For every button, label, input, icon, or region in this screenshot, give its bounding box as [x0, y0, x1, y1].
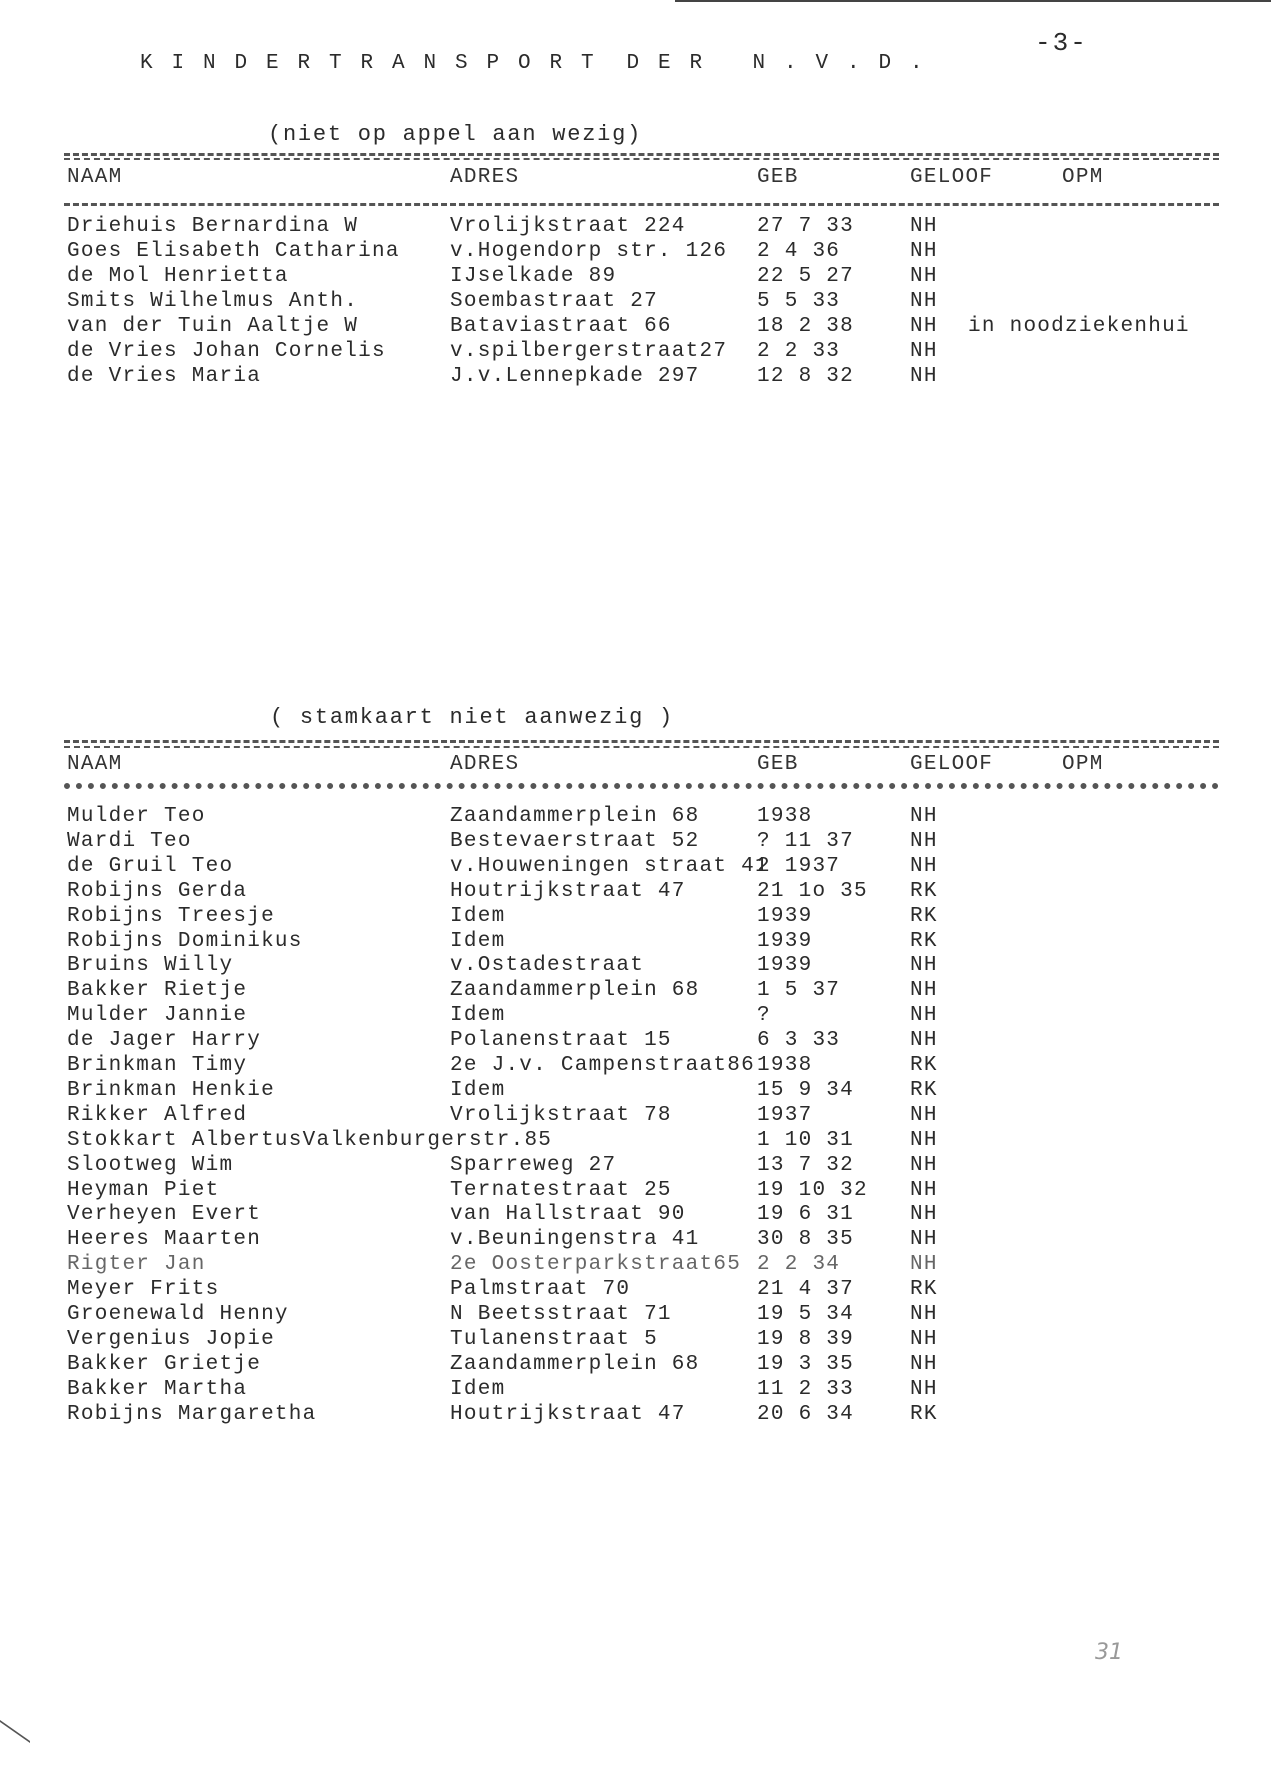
cell-adres: 2e Oosterparkstraat65	[450, 1253, 742, 1277]
cell-naam: Heeres Maarten	[67, 1228, 262, 1252]
cell-geloof: NH	[910, 265, 938, 288]
table-row-struck	[0, 1253, 1271, 1277]
cell-geb: 13 7 32	[757, 1153, 855, 1177]
table-row	[0, 290, 1271, 314]
table-row	[0, 1004, 1271, 1028]
cell-adres: Soembastraat 27	[450, 290, 658, 313]
cell-adres: Idem	[450, 1004, 506, 1028]
table-row	[0, 1029, 1271, 1053]
table-row	[0, 265, 1271, 289]
table-row	[0, 1179, 1271, 1203]
cell-geloof: NH	[910, 240, 938, 263]
table-row	[0, 855, 1271, 879]
table-row	[0, 1328, 1271, 1352]
header-opm: OPM	[1062, 753, 1104, 776]
cell-adres: v.spilbergerstraat27	[450, 340, 728, 363]
cell-geloof: NH	[910, 290, 938, 313]
cell-geloof: NH	[910, 1004, 938, 1028]
cell-adres: Idem	[450, 904, 506, 928]
table-row	[0, 1154, 1271, 1178]
document-title	[140, 52, 942, 75]
cell-geloof: NH	[910, 365, 938, 388]
cell-adres: Zaandammerplein 68	[450, 979, 700, 1003]
table-row	[0, 1403, 1271, 1427]
cell-naam: Stokkart AlbertusValkenburgerstr.85	[67, 1128, 553, 1152]
cell-naam: Brinkman Timy	[67, 1054, 248, 1077]
cell-geb: 2 4 36	[757, 240, 841, 263]
cell-naam: de Jager Harry	[67, 1029, 262, 1053]
cell-geb: 1 5 37	[757, 979, 841, 1003]
cell-naam: Heyman Piet	[67, 1178, 220, 1202]
header-naam: NAAM	[67, 753, 123, 776]
cell-geb: 1939	[757, 904, 813, 928]
table-row	[0, 1129, 1271, 1153]
table-row	[0, 340, 1271, 364]
cell-naam: Robijns Treesje	[67, 904, 275, 928]
header-adres: ADRES	[450, 166, 520, 189]
cell-adres: Idem	[450, 929, 506, 953]
table-row	[0, 365, 1271, 389]
cell-adres: Sparreweg 27	[450, 1153, 617, 1177]
cell-naam: de Vries Johan Cornelis	[67, 340, 386, 363]
cell-geb: 21 4 37	[757, 1278, 855, 1302]
cell-geb: 19 3 35	[757, 1352, 855, 1376]
cell-geb: 1938	[757, 1054, 813, 1077]
cell-naam: Slootweg Wim	[67, 1153, 234, 1177]
table-row	[0, 905, 1271, 929]
cell-geb: 30 8 35	[757, 1228, 855, 1252]
cell-adres: Zaandammerplein 68	[450, 805, 700, 828]
table-row	[0, 954, 1271, 978]
table-row	[0, 215, 1271, 239]
cell-geloof: NH	[910, 1352, 938, 1376]
cell-adres: Idem	[450, 1377, 506, 1401]
cell-naam: Robijns Dominikus	[67, 929, 303, 953]
section2-title: ( stamkaart niet aanwezig )	[270, 705, 674, 730]
cell-geloof: NH	[910, 1128, 938, 1152]
cell-geb: 2 1937	[757, 854, 841, 878]
cell-geb: 1938	[757, 805, 813, 828]
header-geb: GEB	[757, 166, 799, 189]
section1-header-rule	[64, 203, 1219, 206]
cell-geb: 1 10 31	[757, 1128, 855, 1152]
section1-header-row	[0, 166, 1271, 190]
cell-adres: 2e J.v. Campenstraat86	[450, 1054, 755, 1077]
header-adres: ADRES	[450, 753, 520, 776]
cell-geloof: NH	[910, 340, 938, 363]
cell-geb: 6 3 33	[757, 1029, 841, 1053]
cell-adres: v.Hogendorp str. 126	[450, 240, 728, 263]
cell-naam: Mulder Jannie	[67, 1004, 248, 1028]
cell-adres: Houtrijkstraat 47	[450, 1402, 686, 1426]
cell-geloof: NH	[910, 854, 938, 878]
cell-geb: 11 2 33	[757, 1377, 855, 1401]
cell-adres: Bestevaerstraat 52	[450, 829, 700, 853]
cell-geloof: RK	[910, 904, 938, 928]
cell-geb: 19 5 34	[757, 1303, 855, 1326]
cell-naam: Rigter Jan	[67, 1253, 206, 1277]
table-row	[0, 1378, 1271, 1402]
cell-geb: 19 10 32	[757, 1178, 868, 1202]
cell-geloof: NH	[910, 1253, 938, 1277]
table-row	[0, 1303, 1271, 1327]
margin-note: 31	[1095, 1640, 1123, 1665]
section1-title: (niet op appel aan wezig)	[268, 122, 643, 147]
cell-geloof: NH	[910, 215, 938, 238]
cell-naam: Goes Elisabeth Catharina	[67, 240, 400, 263]
table-row	[0, 979, 1271, 1003]
cell-adres: Palmstraat 70	[450, 1278, 631, 1302]
table-row	[0, 1353, 1271, 1377]
cell-geloof: RK	[910, 879, 938, 903]
cell-geb: 1939	[757, 929, 813, 953]
cell-geloof: NH	[910, 315, 938, 338]
table-row	[0, 1278, 1271, 1302]
title-part-1: KINDERTRANSPORT	[140, 52, 613, 75]
table-row	[0, 805, 1271, 829]
cell-adres: v.Beuningenstra 41	[450, 1228, 700, 1252]
header-geb: GEB	[757, 753, 799, 776]
cell-geloof: RK	[910, 1278, 938, 1302]
cell-geb: 27 7 33	[757, 215, 855, 238]
table-row	[0, 1203, 1271, 1227]
header-geloof: GELOOF	[910, 753, 994, 776]
title-part-2: DER N.V.D.	[626, 52, 942, 75]
cell-geloof: NH	[910, 1228, 938, 1252]
cell-geloof: NH	[910, 1327, 938, 1351]
section1-top-rule-2	[64, 158, 1219, 160]
cell-geb: 2 2 33	[757, 340, 841, 363]
cell-geb: 5 5 33	[757, 290, 841, 313]
cell-naam: van der Tuin Aaltje W	[67, 315, 359, 338]
cell-naam: Robijns Gerda	[67, 879, 248, 903]
cell-geb: 15 9 34	[757, 1078, 855, 1102]
cell-geb: ? 11 37	[757, 829, 855, 853]
section2-header-rule	[64, 783, 1219, 789]
cell-geb: 20 6 34	[757, 1402, 855, 1426]
cell-naam: Meyer Frits	[67, 1278, 220, 1302]
cell-geloof: RK	[910, 1054, 938, 1077]
cell-adres: v.Ostadestraat	[450, 954, 645, 978]
cell-geloof: RK	[910, 1078, 938, 1102]
cell-naam: Mulder Teo	[67, 805, 206, 828]
table-row	[0, 1054, 1271, 1078]
cell-adres: IJselkade 89	[450, 265, 617, 288]
cell-naam: Robijns Margaretha	[67, 1402, 317, 1426]
cell-naam: de Mol Henrietta	[67, 265, 289, 288]
cell-adres: v.Houweningen straat 41	[450, 854, 769, 878]
cell-adres: Tulanenstraat 5	[450, 1327, 658, 1351]
cell-naam: Brinkman Henkie	[67, 1078, 275, 1102]
cell-geloof: NH	[910, 1203, 938, 1227]
cell-adres: Polanenstraat 15	[450, 1029, 672, 1053]
cell-naam: Vergenius Jopie	[67, 1327, 275, 1351]
section1-top-rule	[64, 153, 1219, 156]
cell-naam: Bakker Grietje	[67, 1352, 262, 1376]
table-row	[0, 1228, 1271, 1252]
cell-geloof: NH	[910, 1029, 938, 1053]
cell-naam: Wardi Teo	[67, 829, 192, 853]
cell-naam: Driehuis Bernardina W	[67, 215, 359, 238]
header-geloof: GELOOF	[910, 166, 994, 189]
cell-geb: 19 8 39	[757, 1327, 855, 1351]
header-naam: NAAM	[67, 166, 123, 189]
cell-adres: Houtrijkstraat 47	[450, 879, 686, 903]
page-corner-mark	[0, 1720, 30, 1771]
table-row	[0, 830, 1271, 854]
cell-adres: N Beetsstraat 71	[450, 1303, 672, 1326]
cell-naam: de Vries Maria	[67, 365, 262, 388]
cell-geloof: NH	[910, 1103, 938, 1127]
cell-naam: Rikker Alfred	[67, 1103, 248, 1127]
cell-naam: Verheyen Evert	[67, 1203, 262, 1227]
top-edge-rule	[675, 0, 1271, 2]
section2-top-rule-2	[64, 746, 1219, 748]
table-row	[0, 1079, 1271, 1103]
cell-geloof: NH	[910, 805, 938, 828]
cell-adres: Vrolijkstraat 224	[450, 215, 686, 238]
header-opm: OPM	[1062, 166, 1104, 189]
cell-geloof: NH	[910, 1303, 938, 1326]
cell-geb: ?	[757, 1004, 771, 1028]
cell-geb: 22 5 27	[757, 265, 855, 288]
cell-adres: Ternatestraat 25	[450, 1178, 672, 1202]
cell-geb: 1939	[757, 954, 813, 978]
cell-adres: Zaandammerplein 68	[450, 1352, 700, 1376]
cell-adres: van Hallstraat 90	[450, 1203, 686, 1227]
cell-geb: 12 8 32	[757, 365, 855, 388]
cell-naam: Bakker Rietje	[67, 979, 248, 1003]
page-number: -3-	[1035, 28, 1088, 58]
cell-naam: de Gruil Teo	[67, 854, 234, 878]
table-row	[0, 930, 1271, 954]
cell-naam: Smits Wilhelmus Anth.	[67, 290, 359, 313]
table-row	[0, 240, 1271, 264]
cell-geloof: NH	[910, 1153, 938, 1177]
cell-opm: in noodziekenhui	[968, 315, 1190, 338]
cell-geb: 19 6 31	[757, 1203, 855, 1227]
cell-geb: 2 2 34	[757, 1253, 841, 1277]
cell-geloof: NH	[910, 1377, 938, 1401]
cell-geloof: NH	[910, 954, 938, 978]
section2-header-row	[0, 753, 1271, 777]
table-row	[0, 1104, 1271, 1128]
cell-naam: Groenewald Henny	[67, 1303, 289, 1326]
cell-geloof: RK	[910, 1402, 938, 1426]
table-row	[0, 315, 1271, 339]
cell-naam: Bakker Martha	[67, 1377, 248, 1401]
cell-geb: 1937	[757, 1103, 813, 1127]
cell-geloof: NH	[910, 829, 938, 853]
table-row	[0, 880, 1271, 904]
cell-geloof: NH	[910, 1178, 938, 1202]
cell-adres: Vrolijkstraat 78	[450, 1103, 672, 1127]
cell-adres: Idem	[450, 1078, 506, 1102]
cell-geloof: RK	[910, 929, 938, 953]
section2-top-rule	[64, 740, 1219, 743]
cell-adres: J.v.Lennepkade 297	[450, 365, 700, 388]
cell-adres: Bataviastraat 66	[450, 315, 672, 338]
cell-geb: 21 1o 35	[757, 879, 868, 903]
cell-geb: 18 2 38	[757, 315, 855, 338]
cell-geloof: NH	[910, 979, 938, 1003]
cell-naam: Bruins Willy	[67, 954, 234, 978]
